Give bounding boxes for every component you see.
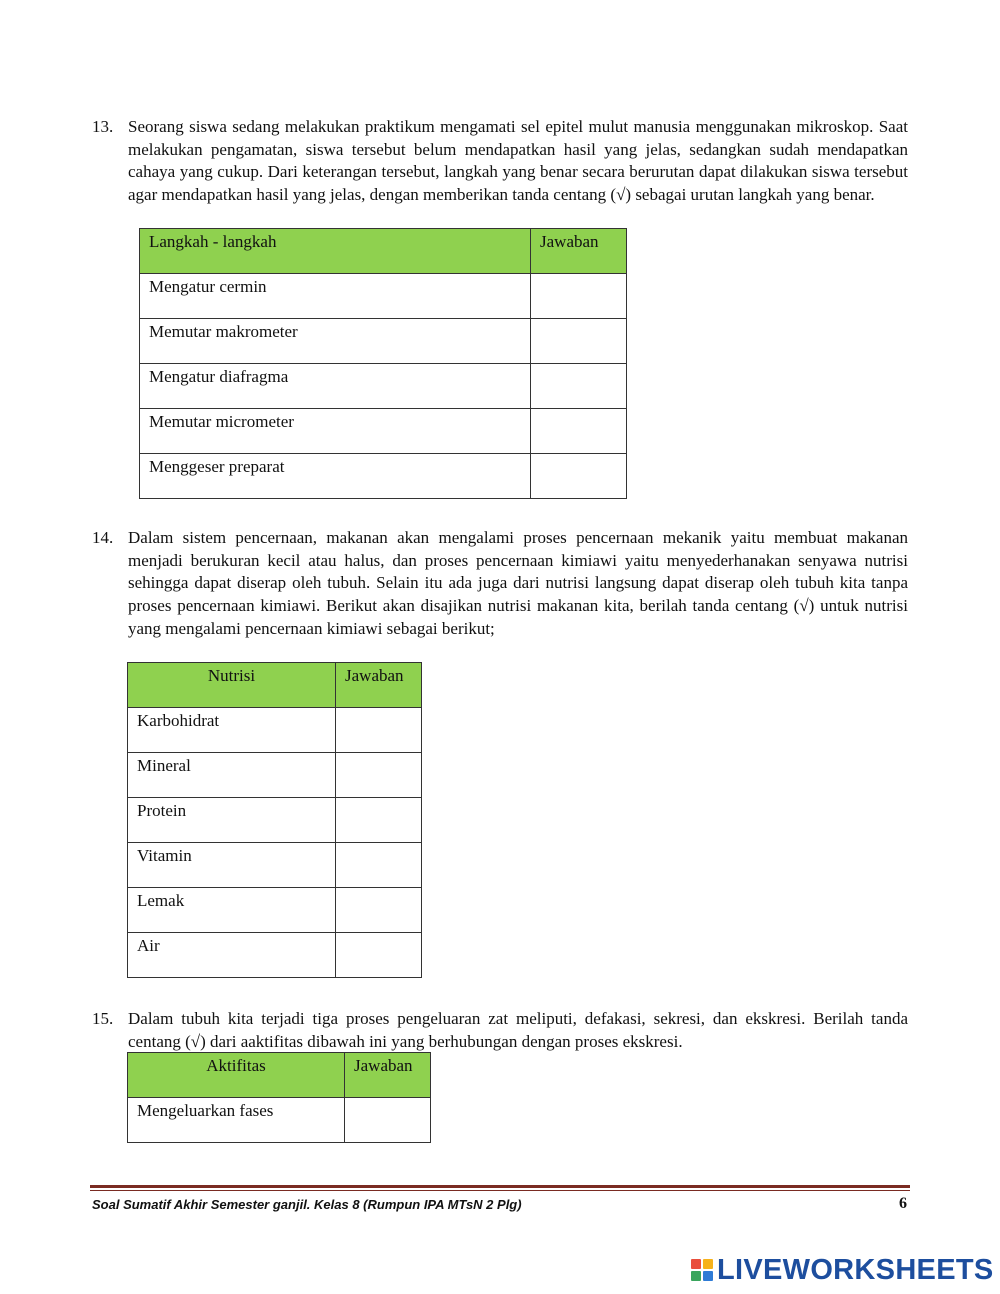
table-row: [140, 454, 627, 499]
footer-rule-thin: [90, 1190, 910, 1191]
table-row: [128, 933, 422, 978]
answer-cell[interactable]: [531, 319, 627, 364]
question-13: [92, 116, 908, 207]
row-label: Air: [128, 933, 336, 978]
table-row: [140, 364, 627, 409]
row-label: Mengatur diafragma: [140, 364, 531, 409]
question-14: [92, 527, 908, 641]
answer-cell[interactable]: [531, 409, 627, 454]
table-row: [140, 409, 627, 454]
row-label: Memutar micrometer: [140, 409, 531, 454]
header-answer: Jawaban: [531, 229, 627, 274]
row-label: Lemak: [128, 888, 336, 933]
answer-cell[interactable]: [345, 1098, 431, 1143]
table-header-row: [140, 229, 627, 274]
answer-cell[interactable]: [531, 364, 627, 409]
row-label: Menggeser preparat: [140, 454, 531, 499]
answer-cell[interactable]: [531, 274, 627, 319]
table-row: [128, 888, 422, 933]
header-activities: Aktifitas: [128, 1053, 345, 1098]
row-label: Memutar makrometer: [140, 319, 531, 364]
table-row: [128, 798, 422, 843]
answer-cell[interactable]: [336, 708, 422, 753]
table-header-row: [128, 1053, 431, 1098]
row-label: Mineral: [128, 753, 336, 798]
header-answer: Jawaban: [345, 1053, 431, 1098]
answer-cell[interactable]: [336, 843, 422, 888]
header-answer: Jawaban: [336, 663, 422, 708]
row-label: Vitamin: [128, 843, 336, 888]
answer-cell[interactable]: [531, 454, 627, 499]
row-label: Mengatur cermin: [140, 274, 531, 319]
question-number: 15.: [92, 1009, 114, 1028]
answer-cell[interactable]: [336, 753, 422, 798]
activities-table: [127, 1052, 431, 1143]
row-label: Karbohidrat: [128, 708, 336, 753]
question-number: 14.: [92, 528, 114, 547]
row-label: Mengeluarkan fases: [128, 1098, 345, 1143]
question-text: Dalam tubuh kita terjadi tiga proses pengeluaran zat meliputi, defakasi, sekresi, dan ekskresi. Berilah tanda centang (√) dari aaktifitas dibawah ini yang berhubungan dengan proses ekskresi.: [128, 1009, 908, 1051]
table-row: [140, 319, 627, 364]
table-row: [128, 1098, 431, 1143]
header-nutrients: Nutrisi: [128, 663, 336, 708]
page-number: 6: [899, 1195, 907, 1212]
answer-cell[interactable]: [336, 888, 422, 933]
table-row: [128, 708, 422, 753]
steps-table: [139, 228, 627, 499]
question-text: Seorang siswa sedang melakukan praktikum mengamati sel epitel mulut manusia menggunakan mikroskop. Saat melakukan pengamatan, siswa tersebut belum mendapatkan hasil yang jelas, sedangkan sudah mendapatkan cahaya yang cukup. Dari keterangan tersebut, langkah yang benar secara berurutan dapat dilakukan siswa tersebut agar mendapatkan hasil yang jelas, dengan memberikan tanda centang (√) sebagai urutan langkah yang benar.: [128, 117, 908, 205]
table-header-row: [128, 663, 422, 708]
answer-cell[interactable]: [336, 798, 422, 843]
footer-text: Soal Sumatif Akhir Semester ganjil. Kelas 8 (Rumpun IPA MTsN 2 Plg): [92, 1197, 522, 1212]
nutrients-table: [127, 662, 422, 978]
liveworksheets-brand: [690, 1254, 994, 1286]
answer-cell[interactable]: [336, 933, 422, 978]
question-number: 13.: [92, 117, 114, 136]
question-15: [92, 1008, 908, 1053]
header-steps: Langkah - langkah: [140, 229, 531, 274]
footer-rule: [90, 1185, 910, 1188]
table-row: [140, 274, 627, 319]
brand-name: LIVEWORKSHEETS: [717, 1253, 994, 1286]
row-label: Protein: [128, 798, 336, 843]
liveworksheets-logo-icon: [690, 1258, 714, 1282]
table-row: [128, 753, 422, 798]
table-row: [128, 843, 422, 888]
question-text: Dalam sistem pencernaan, makanan akan mengalami proses pencernaan mekanik yaitu membuat makanan menjadi berukuran kecil atau halus, dan proses pencernaan kimiawi yaitu menyederhanakan senyawa nutrisi sehingga dapat diserap oleh tubuh. Selain itu ada juga dari nutrisi langsung dapat diserap oleh tubuh kita tanpa proses pencernaan kimiawi. Berikut akan disajikan nutrisi makanan kita, berilah tanda centang (√) untuk nutrisi yang mengalami pencernaan kimiawi sebagai berikut;: [128, 528, 908, 638]
